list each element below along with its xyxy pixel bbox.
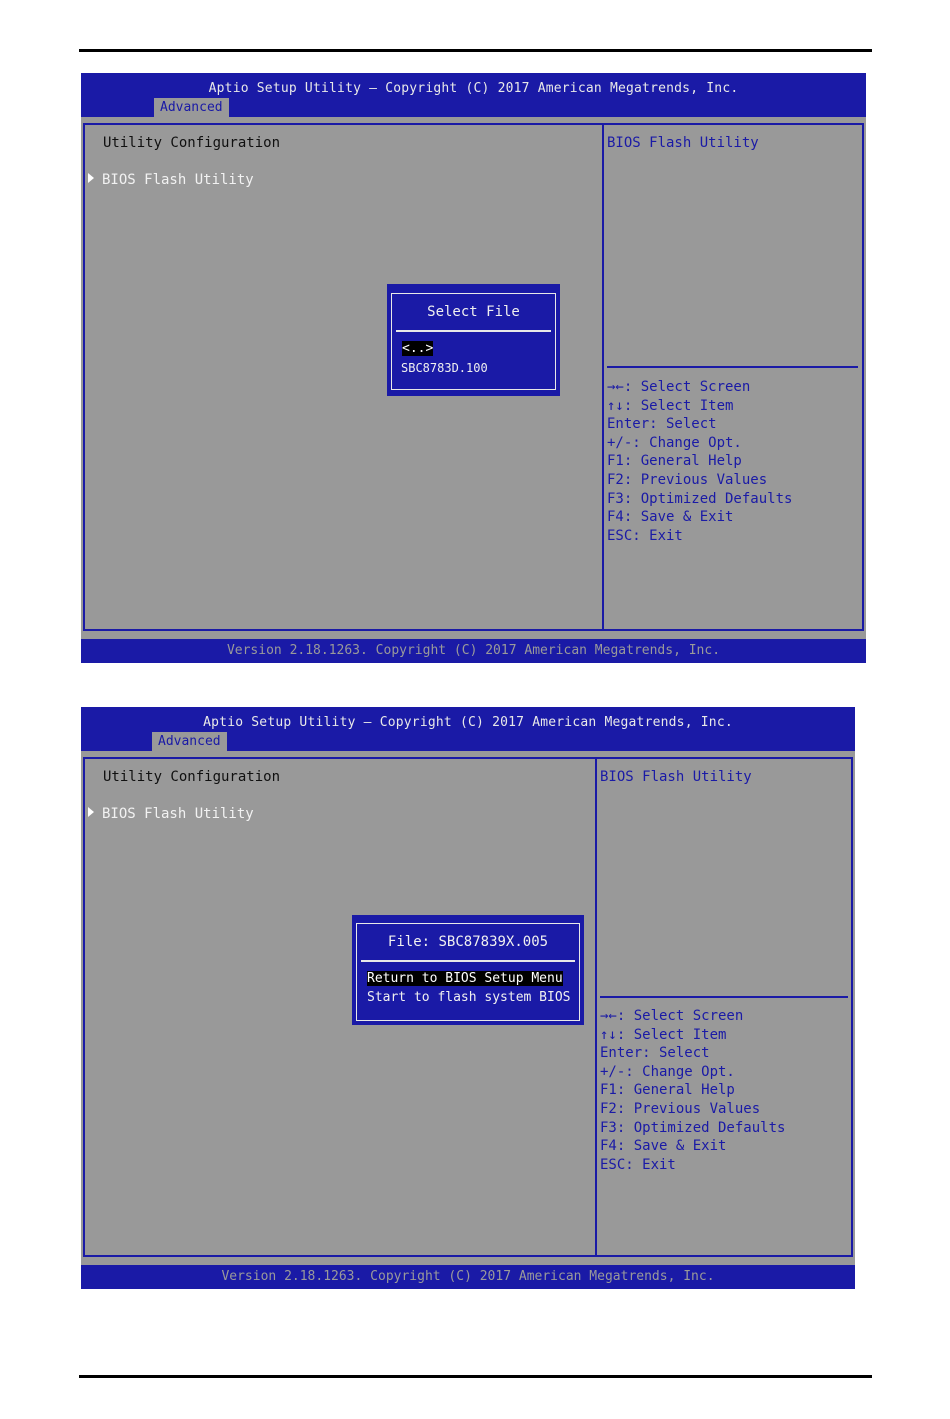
bios-footer: Version 2.18.1263. Copyright (C) 2017 American Megatrends, Inc. <box>81 1265 855 1289</box>
menu-item-label: BIOS Flash Utility <box>102 806 254 822</box>
menu-item-bios-flash-utility[interactable] <box>88 806 254 822</box>
bios-title: Aptio Setup Utility – Copyright (C) 2017 American Megatrends, Inc. <box>203 715 733 730</box>
key-help-item: F3: Optimized Defaults <box>607 490 793 507</box>
key-help-item: ESC: Exit <box>607 527 683 544</box>
key-help-item: Enter: Select <box>607 416 717 433</box>
flash-confirm-dialog <box>352 915 584 1025</box>
menu-item-label: BIOS Flash Utility <box>102 172 254 188</box>
key-help-item: F1: General Help <box>600 1082 735 1099</box>
tab-advanced[interactable]: Advanced <box>152 732 227 751</box>
menu-item-bios-flash-utility[interactable] <box>88 172 254 188</box>
key-help-item: ↑↓: Select Item <box>607 397 734 414</box>
tab-advanced[interactable]: Advanced <box>154 98 229 117</box>
bios-title: Aptio Setup Utility – Copyright (C) 2017 American Megatrends, Inc. <box>208 81 739 96</box>
dialog-title: File: SBC87839X.005 <box>387 934 549 950</box>
key-help-item: →←: Select Screen <box>600 1008 744 1024</box>
file-option-parent-dir[interactable]: <..> <box>402 341 434 356</box>
key-help-list <box>607 378 792 545</box>
key-help-item: F2: Previous Values <box>600 1100 761 1117</box>
key-help-item: +/-: Change Opt. <box>600 1063 735 1080</box>
help-title: BIOS Flash Utility <box>607 135 759 151</box>
submenu-arrow-icon <box>88 173 94 183</box>
help-divider <box>607 366 858 368</box>
dialog-title: Select File <box>427 304 520 320</box>
key-help-list <box>600 1007 785 1174</box>
key-help-item: F3: Optimized Defaults <box>600 1119 786 1136</box>
bios-header <box>81 707 855 751</box>
key-help-item: F4: Save & Exit <box>600 1138 727 1155</box>
submenu-arrow-icon <box>88 807 94 817</box>
page-bottom-rule <box>79 1375 872 1378</box>
help-title: BIOS Flash Utility <box>600 769 752 785</box>
key-help-item: ↑↓: Select Item <box>600 1026 727 1043</box>
section-title: Utility Configuration <box>103 135 281 151</box>
bios-header <box>81 73 866 117</box>
bios-footer: Version 2.18.1263. Copyright (C) 2017 American Megatrends, Inc. <box>81 639 866 663</box>
key-help-item: F2: Previous Values <box>607 471 768 488</box>
dialog-separator <box>396 330 551 332</box>
select-file-dialog <box>387 284 560 396</box>
help-divider <box>600 996 848 998</box>
page-top-rule <box>79 49 872 52</box>
key-help-item: +/-: Change Opt. <box>607 434 742 451</box>
key-help-item: Enter: Select <box>600 1045 710 1062</box>
key-help-item: ESC: Exit <box>600 1156 676 1173</box>
dialog-separator <box>361 960 575 962</box>
bios-screenshot-1 <box>81 73 866 663</box>
key-help-item: F1: General Help <box>607 453 742 470</box>
file-option-sbc8783d[interactable]: SBC8783D.100 <box>401 361 488 375</box>
option-start-flash[interactable]: Start to flash system BIOS <box>367 990 571 1005</box>
bios-screenshot-2 <box>81 707 855 1289</box>
key-help-item: →←: Select Screen <box>607 379 751 395</box>
key-help-item: F4: Save & Exit <box>607 509 734 526</box>
section-title: Utility Configuration <box>103 769 281 785</box>
option-return-to-setup[interactable]: Return to BIOS Setup Menu <box>367 971 563 986</box>
help-panel <box>602 123 864 631</box>
